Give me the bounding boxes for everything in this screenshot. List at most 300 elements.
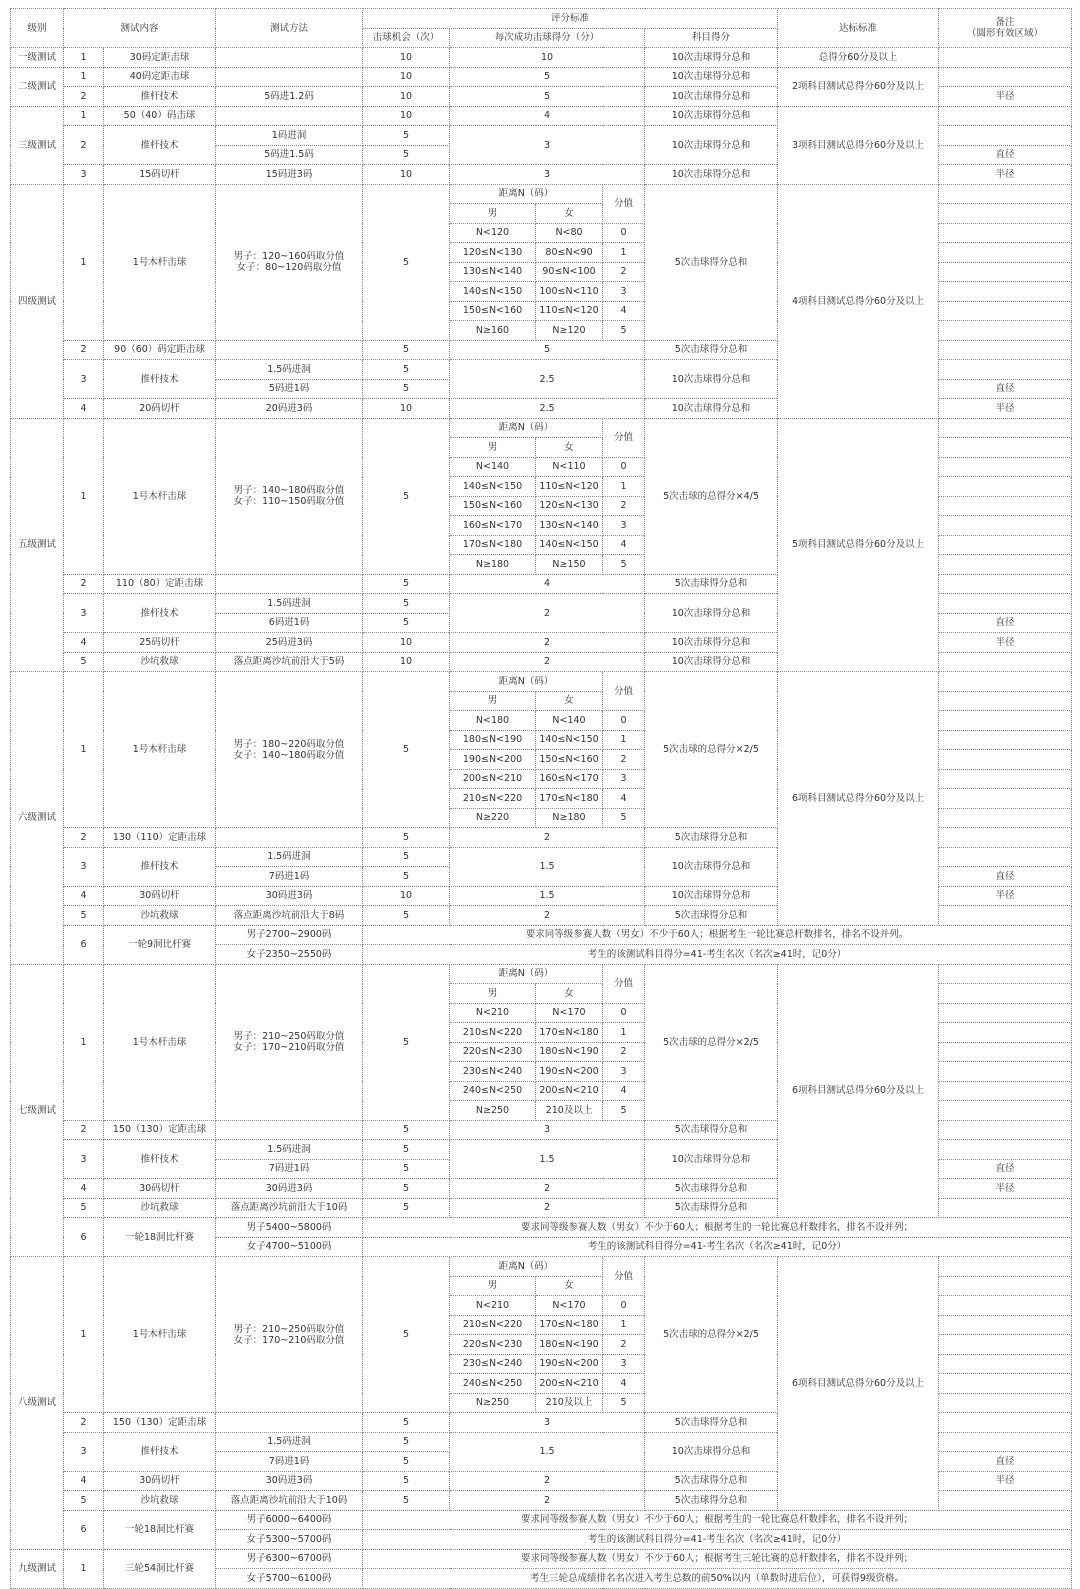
item-score: 10次击球得分总和 <box>645 360 778 399</box>
item-content: 110（80）定距击球 <box>104 574 216 594</box>
item-method: 30码进3码 <box>216 886 363 906</box>
dist-score-value: 2 <box>603 262 645 282</box>
item-points: 2.5 <box>450 399 645 419</box>
item-content: 推杆技术 <box>104 847 216 886</box>
item-score: 5次击球的总得分×2/5 <box>645 964 778 1120</box>
remark-cell <box>939 1062 1072 1082</box>
item-chances: 10 <box>363 106 450 126</box>
method-line: 女子：170~210码取分值 <box>233 1334 345 1346</box>
dist-score-value: 2 <box>603 1042 645 1062</box>
dist-female-value: 170≤N<180 <box>536 789 603 809</box>
item-no: 1 <box>64 418 104 574</box>
remark-cell <box>939 1198 1072 1218</box>
item-method: 5码进1.5码 <box>216 145 363 165</box>
dist-score-value: 2 <box>603 496 645 516</box>
dist-score-value: 5 <box>603 1101 645 1121</box>
dist-female-value: 140≤N<150 <box>536 535 603 555</box>
table-row <box>11 1510 1072 1530</box>
dist-female-header: 女 <box>536 204 603 224</box>
item-method: 女子5300~5700码 <box>216 1530 363 1550</box>
dist-female-value: 150≤N<160 <box>536 750 603 770</box>
item-score: 5次击球得分总和 <box>645 1120 778 1140</box>
item-points: 10 <box>450 48 645 68</box>
item-score: 5次击球得分总和 <box>645 574 778 594</box>
level-name: 七级测试 <box>11 964 64 1257</box>
remark-cell <box>939 243 1072 263</box>
dist-score-value: 4 <box>603 535 645 555</box>
remark-cell <box>939 1023 1072 1043</box>
remark-cell: 半径 <box>939 633 1072 653</box>
item-points: 5 <box>450 67 645 87</box>
item-no: 4 <box>64 1471 104 1491</box>
item-chances: 10 <box>363 67 450 87</box>
remark-cell <box>939 672 1072 692</box>
item-content: 沙坑救球 <box>104 906 216 926</box>
dist-score-value: 1 <box>603 1023 645 1043</box>
item-content: 1号木杆击球 <box>104 964 216 1120</box>
item-method <box>216 106 363 126</box>
remark-cell <box>939 769 1072 789</box>
final-note: 要求同等级参赛人数（男女）不少于60人；根据考生的一轮比赛总杆数排名，排名不设并列； <box>363 1218 1072 1238</box>
dist-score-value: 4 <box>603 1374 645 1394</box>
remark-cell <box>939 204 1072 224</box>
level-standard: 总得分60分及以上 <box>778 48 939 68</box>
dist-female-header: 女 <box>536 691 603 711</box>
dist-header: 距离N（码） <box>450 418 603 438</box>
level-standard: 3项科目测试总得分60分及以上 <box>778 106 939 184</box>
dist-female-value: 190≤N<200 <box>536 1062 603 1082</box>
item-no: 5 <box>64 906 104 926</box>
remark-cell <box>939 321 1072 341</box>
item-method <box>216 1257 363 1413</box>
item-method <box>216 672 363 828</box>
remark-cell <box>939 1081 1072 1101</box>
item-chances: 5 <box>363 1432 450 1452</box>
remark-cell <box>939 184 1072 204</box>
item-points: 2 <box>450 828 645 848</box>
item-chances: 5 <box>363 1491 450 1511</box>
level-name: 六级测试 <box>11 672 64 965</box>
dist-male-value: 220≤N<230 <box>450 1042 536 1062</box>
item-no: 3 <box>64 847 104 886</box>
dist-male-value: 170≤N<180 <box>450 535 536 555</box>
dist-header: 距离N（码） <box>450 672 603 692</box>
remark-cell <box>939 126 1072 146</box>
method-line: 男子：120~160码取分值 <box>233 251 345 262</box>
item-points: 2 <box>450 1491 645 1511</box>
method-line: 男子：210~250码取分值 <box>233 1323 345 1335</box>
dist-male-value: 220≤N<230 <box>450 1335 536 1355</box>
remark-cell <box>939 1042 1072 1062</box>
dist-score-value: 1 <box>603 477 645 497</box>
dist-score-value: 5 <box>603 1393 645 1413</box>
item-score: 5次击球得分总和 <box>645 828 778 848</box>
dist-female-value: 210及以上 <box>536 1101 603 1121</box>
header-standard: 达标标准 <box>778 9 939 48</box>
remark-cell: 半径 <box>939 165 1072 185</box>
remark-cell <box>939 555 1072 575</box>
item-method <box>216 1413 363 1433</box>
item-method <box>216 964 363 1120</box>
item-content: 20码切杆 <box>104 399 216 419</box>
remark-cell <box>939 262 1072 282</box>
dist-score-value: 2 <box>603 1335 645 1355</box>
item-points: 2 <box>450 594 645 633</box>
item-points: 3 <box>450 1413 645 1433</box>
remark-cell <box>939 984 1072 1004</box>
dist-header: 距离N（码） <box>450 1257 603 1277</box>
item-points: 5 <box>450 87 645 107</box>
item-content: 推杆技术 <box>104 126 216 165</box>
item-chances: 5 <box>363 418 450 574</box>
item-content: 15码切杆 <box>104 165 216 185</box>
item-method <box>216 340 363 360</box>
item-no: 6 <box>64 1218 104 1257</box>
item-chances: 5 <box>363 1140 450 1160</box>
item-method: 30码进3码 <box>216 1471 363 1491</box>
item-content: 30码切杆 <box>104 1471 216 1491</box>
level-standard: 6项科目测试总得分60分及以上 <box>778 1257 939 1511</box>
header-per-hit: 每次成功击球得分（分） <box>450 28 645 48</box>
remark-cell <box>939 1120 1072 1140</box>
item-method: 20码进3码 <box>216 399 363 419</box>
item-method: 6码进1码 <box>216 613 363 633</box>
dist-male-header: 男 <box>450 438 536 458</box>
remark-cell <box>939 1296 1072 1316</box>
remark-cell <box>939 652 1072 672</box>
header-method: 测试方法 <box>216 9 363 48</box>
item-points: 4 <box>450 106 645 126</box>
item-content: 1号木杆击球 <box>104 418 216 574</box>
dist-female-value: N<170 <box>536 1003 603 1023</box>
item-no: 6 <box>64 925 104 964</box>
item-method: 落点距离沙坑前沿大于8码 <box>216 906 363 926</box>
item-points: 3 <box>450 1120 645 1140</box>
item-content: 沙坑救球 <box>104 1491 216 1511</box>
item-no: 1 <box>64 1549 104 1588</box>
item-score: 5次击球得分总和 <box>645 1179 778 1199</box>
dist-score-value: 2 <box>603 750 645 770</box>
header-content: 测试内容 <box>64 9 216 48</box>
remark-cell <box>939 847 1072 867</box>
item-method: 女子4700~5100码 <box>216 1237 363 1257</box>
dist-score-value: 0 <box>603 711 645 731</box>
item-score: 5次击球的总得分×2/5 <box>645 672 778 828</box>
item-no: 1 <box>64 672 104 828</box>
item-content: 推杆技术 <box>104 1432 216 1471</box>
level-standard: 6项科目测试总得分60分及以上 <box>778 964 939 1218</box>
dist-male-value: N≥160 <box>450 321 536 341</box>
table-row <box>11 184 1072 204</box>
remark-cell <box>939 457 1072 477</box>
dist-score-value: 0 <box>603 223 645 243</box>
item-content: 一轮9洞比杆赛 <box>104 925 216 964</box>
remark-cell <box>939 964 1072 984</box>
item-no: 2 <box>64 574 104 594</box>
item-method <box>216 184 363 340</box>
dist-score-value: 3 <box>603 282 645 302</box>
dist-female-value: N≥120 <box>536 321 603 341</box>
dist-male-header: 男 <box>450 984 536 1004</box>
item-content: 90（60）码定距击球 <box>104 340 216 360</box>
item-chances: 5 <box>363 1413 450 1433</box>
item-score: 5次击球得分总和 <box>645 906 778 926</box>
golf-grading-table <box>10 8 1072 1589</box>
item-chances: 5 <box>363 1452 450 1472</box>
item-points: 2 <box>450 652 645 672</box>
item-chances: 5 <box>363 1120 450 1140</box>
item-no: 4 <box>64 633 104 653</box>
dist-score-value: 3 <box>603 516 645 536</box>
remark-cell: 半径 <box>939 399 1072 419</box>
remark-cell: 直径 <box>939 1159 1072 1179</box>
dist-score-value: 4 <box>603 301 645 321</box>
remark-cell <box>939 1393 1072 1413</box>
dist-score-value: 0 <box>603 1296 645 1316</box>
level-name: 三级测试 <box>11 106 64 184</box>
dist-score-value: 0 <box>603 457 645 477</box>
item-points: 4 <box>450 574 645 594</box>
item-score: 5次击球得分总和 <box>645 1491 778 1511</box>
item-no: 1 <box>64 184 104 340</box>
table-row <box>11 67 1072 87</box>
item-chances: 5 <box>363 574 450 594</box>
golf-grading-table-sheet <box>10 8 1071 1589</box>
dist-female-value: 130≤N<140 <box>536 516 603 536</box>
final-note: 考生三轮总成绩排名名次进入考生总数的前50%以内（单数时进后位），可获得9级资格。 <box>363 1569 1072 1589</box>
dist-male-value: 130≤N<140 <box>450 262 536 282</box>
method-line: 女子：170~210码取分值 <box>233 1042 345 1053</box>
dist-female-header: 女 <box>536 984 603 1004</box>
header-level: 级别 <box>11 9 64 48</box>
item-method: 女子2350~2550码 <box>216 945 363 965</box>
item-no: 4 <box>64 399 104 419</box>
method-line: 男子：140~180码取分值 <box>233 485 345 496</box>
dist-male-value: N≥250 <box>450 1101 536 1121</box>
item-content: 1号木杆击球 <box>104 1257 216 1413</box>
table-row <box>11 672 1072 692</box>
item-no: 2 <box>64 340 104 360</box>
item-no: 6 <box>64 1510 104 1549</box>
dist-header: 距离N（码） <box>450 964 603 984</box>
dist-female-value: 170≤N<180 <box>536 1023 603 1043</box>
method-line: 男子：180~220码取分值 <box>233 738 345 750</box>
dist-female-value: N≥180 <box>536 808 603 828</box>
remark-cell <box>939 711 1072 731</box>
item-score: 10次击球得分总和 <box>645 165 778 185</box>
item-points: 1.5 <box>450 1140 645 1179</box>
table-row <box>11 48 1072 68</box>
table-row <box>11 418 1072 438</box>
item-method: 落点距离沙坑前沿大于5码 <box>216 652 363 672</box>
dist-male-header: 男 <box>450 1276 536 1296</box>
level-name: 一级测试 <box>11 48 64 68</box>
item-method: 15码进3码 <box>216 165 363 185</box>
remark-cell <box>939 789 1072 809</box>
dist-male-value: 210≤N<220 <box>450 789 536 809</box>
item-method: 男子5400~5800码 <box>216 1218 363 1238</box>
dist-female-value: 110≤N<120 <box>536 477 603 497</box>
item-score: 10次击球得分总和 <box>645 48 778 68</box>
remark-cell <box>939 1432 1072 1452</box>
item-score: 10次击球得分总和 <box>645 106 778 126</box>
level-standard: 2项科目测试总得分60分及以上 <box>778 67 939 106</box>
item-method <box>216 48 363 68</box>
item-content: 一轮18洞比杆赛 <box>104 1218 216 1257</box>
dist-score-value: 1 <box>603 243 645 263</box>
item-content: 推杆技术 <box>104 87 216 107</box>
item-points: 2 <box>450 1198 645 1218</box>
dist-score-value: 3 <box>603 1354 645 1374</box>
table-row <box>11 1218 1072 1238</box>
item-method: 1.5码进洞 <box>216 1140 363 1160</box>
item-chances: 10 <box>363 48 450 68</box>
table-row <box>11 1257 1072 1277</box>
remark-cell <box>939 360 1072 380</box>
item-no: 2 <box>64 1120 104 1140</box>
remark-cell <box>939 574 1072 594</box>
remark-cell <box>939 1257 1072 1277</box>
item-chances: 5 <box>363 126 450 146</box>
remark-cell <box>939 418 1072 438</box>
item-no: 3 <box>64 165 104 185</box>
remark-cell <box>939 1140 1072 1160</box>
remark-cell <box>939 223 1072 243</box>
dist-male-value: N≥250 <box>450 1393 536 1413</box>
item-points: 5 <box>450 340 645 360</box>
item-content: 30码切杆 <box>104 886 216 906</box>
item-content: 130（110）定距击球 <box>104 828 216 848</box>
item-score: 5次击球得分总和 <box>645 340 778 360</box>
item-chances: 5 <box>363 1198 450 1218</box>
level-name: 五级测试 <box>11 418 64 672</box>
header-remark <box>939 9 1072 48</box>
item-score: 10次击球得分总和 <box>645 633 778 653</box>
remark-cell <box>939 67 1072 87</box>
item-chances: 5 <box>363 1179 450 1199</box>
final-note: 考生的该测试科目得分=41-考生名次（名次≥41时，记0分） <box>363 1237 1072 1257</box>
item-score: 10次击球得分总和 <box>645 67 778 87</box>
remark-cell <box>939 48 1072 68</box>
item-content: 50（40）码击球 <box>104 106 216 126</box>
final-note: 要求同等级参赛人数（男女）不少于60人；根据考生的一轮比赛总杆数排名，排名不设并列； <box>363 1510 1072 1530</box>
item-chances: 10 <box>363 165 450 185</box>
item-points: 1.5 <box>450 886 645 906</box>
item-method: 30码进3码 <box>216 1179 363 1199</box>
remark-cell: 半径 <box>939 87 1072 107</box>
level-name: 二级测试 <box>11 67 64 106</box>
remark-cell <box>939 1315 1072 1335</box>
dist-male-value: N<120 <box>450 223 536 243</box>
item-content: 30码切杆 <box>104 1179 216 1199</box>
item-chances: 5 <box>363 145 450 165</box>
table-row <box>11 925 1072 945</box>
item-no: 5 <box>64 1491 104 1511</box>
level-name: 九级测试 <box>11 1549 64 1588</box>
dist-female-value: 200≤N<210 <box>536 1081 603 1101</box>
remark-cell: 直径 <box>939 1452 1072 1472</box>
dist-score-value: 5 <box>603 321 645 341</box>
item-method <box>216 67 363 87</box>
item-content: 推杆技术 <box>104 360 216 399</box>
item-chances: 5 <box>363 360 450 380</box>
item-method <box>216 1120 363 1140</box>
remark-cell: 直径 <box>939 145 1072 165</box>
dist-female-value: 210及以上 <box>536 1393 603 1413</box>
dist-score-header: 分值 <box>603 1257 645 1296</box>
dist-male-value: 150≤N<160 <box>450 301 536 321</box>
dist-male-value: 210≤N<220 <box>450 1023 536 1043</box>
item-chances: 10 <box>363 886 450 906</box>
item-score: 10次击球得分总和 <box>645 847 778 886</box>
item-method: 1.5码进洞 <box>216 1432 363 1452</box>
item-points: 1.5 <box>450 847 645 886</box>
item-score: 10次击球得分总和 <box>645 594 778 633</box>
item-chances: 5 <box>363 847 450 867</box>
item-score: 5次击球得分总和 <box>645 1471 778 1491</box>
remark-cell <box>939 535 1072 555</box>
remark-cell <box>939 750 1072 770</box>
remark-cell <box>939 594 1072 614</box>
item-content: 150（130）定距击球 <box>104 1413 216 1433</box>
item-points: 2 <box>450 1179 645 1199</box>
item-score: 10次击球得分总和 <box>645 1432 778 1471</box>
item-method: 男子6000~6400码 <box>216 1510 363 1530</box>
dist-male-header: 男 <box>450 204 536 224</box>
dist-male-value: N<210 <box>450 1296 536 1316</box>
dist-male-header: 男 <box>450 691 536 711</box>
dist-female-value: 180≤N<190 <box>536 1335 603 1355</box>
header-row <box>11 9 1072 29</box>
item-no: 1 <box>64 1257 104 1413</box>
item-points: 2 <box>450 906 645 926</box>
item-no: 3 <box>64 1432 104 1471</box>
item-chances: 10 <box>363 652 450 672</box>
dist-male-value: 160≤N<170 <box>450 516 536 536</box>
item-content: 推杆技术 <box>104 594 216 633</box>
remark-cell: 半径 <box>939 1179 1072 1199</box>
item-score: 10次击球得分总和 <box>645 87 778 107</box>
item-chances: 5 <box>363 1159 450 1179</box>
item-content: 沙坑救球 <box>104 652 216 672</box>
item-points: 1.5 <box>450 1432 645 1471</box>
dist-male-value: N≥220 <box>450 808 536 828</box>
remark-cell <box>939 808 1072 828</box>
dist-male-value: 180≤N<190 <box>450 730 536 750</box>
remark-cell <box>939 1101 1072 1121</box>
item-chances: 5 <box>363 828 450 848</box>
item-content: 三轮54洞比杆赛 <box>104 1549 216 1588</box>
dist-male-value: 210≤N<220 <box>450 1315 536 1335</box>
item-score: 10次击球得分总和 <box>645 652 778 672</box>
item-method: 7码进1码 <box>216 867 363 887</box>
method-line: 女子：110~150码取分值 <box>233 496 345 507</box>
item-no: 2 <box>64 828 104 848</box>
item-points: 3 <box>450 165 645 185</box>
item-no: 3 <box>64 1140 104 1179</box>
remark-cell <box>939 340 1072 360</box>
dist-female-value: 200≤N<210 <box>536 1374 603 1394</box>
dist-male-value: 240≤N<250 <box>450 1081 536 1101</box>
dist-male-value: 140≤N<150 <box>450 477 536 497</box>
level-name: 四级测试 <box>11 184 64 418</box>
dist-score-value: 3 <box>603 769 645 789</box>
dist-male-value: 190≤N<200 <box>450 750 536 770</box>
method-line: 女子：80~120码取分值 <box>236 262 342 273</box>
item-content: 1号木杆击球 <box>104 672 216 828</box>
dist-score-value: 1 <box>603 730 645 750</box>
item-method: 女子5700~6100码 <box>216 1569 363 1589</box>
